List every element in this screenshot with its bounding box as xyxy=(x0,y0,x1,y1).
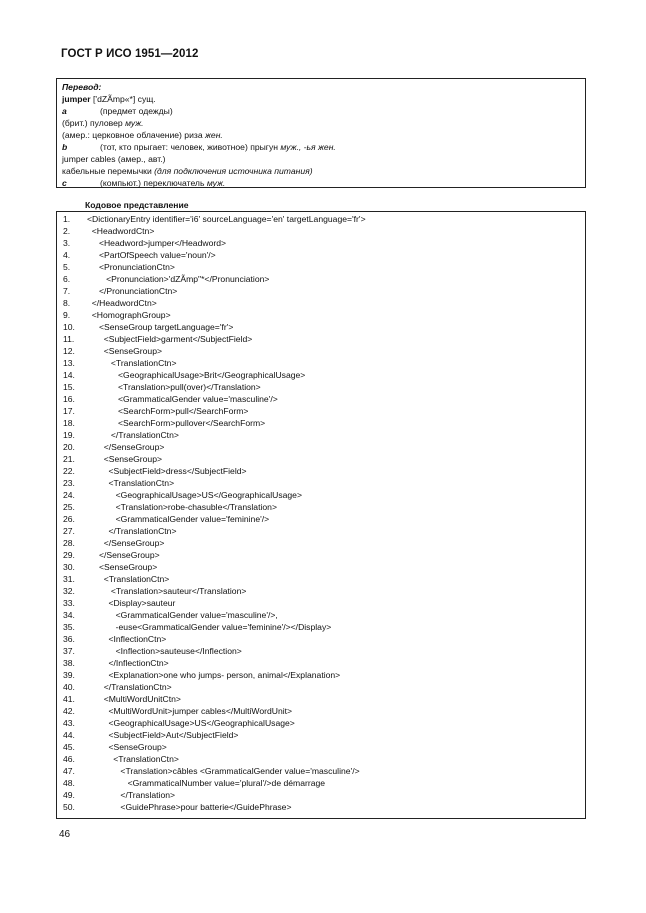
sense-b-text: (тот, кто прыгает: человек, животное) прыгун xyxy=(100,142,281,152)
code-line-text: </PronunciationCtn> xyxy=(87,286,178,296)
code-line-number: 16. xyxy=(63,394,75,404)
code-line xyxy=(63,465,581,477)
code-line-text: </Translation> xyxy=(87,790,176,800)
code-line xyxy=(63,225,581,237)
code-line-text: <GuidePhrase>pour batterie</GuidePhrase> xyxy=(87,802,292,812)
code-line-number: 21. xyxy=(63,454,75,464)
code-line-text: </InflectionCtn> xyxy=(87,658,169,668)
code-line-number: 25. xyxy=(63,502,75,512)
code-line-number: 46. xyxy=(63,754,75,764)
sense-b-line xyxy=(62,141,581,153)
code-line xyxy=(63,453,581,465)
code-line-number: 38. xyxy=(63,658,75,668)
code-line-text: <Explanation>one who jumps- person, animal</Explanation> xyxy=(87,670,341,680)
code-line-text: <MultiWordUnitCtn> xyxy=(87,694,181,704)
sense-c-gender: муж. xyxy=(206,178,226,188)
code-line xyxy=(63,657,581,669)
code-line-number: 19. xyxy=(63,430,75,440)
translation-box xyxy=(56,78,586,188)
code-line-number: 10. xyxy=(63,322,75,332)
code-line xyxy=(63,249,581,261)
code-line xyxy=(63,549,581,561)
code-line xyxy=(63,645,581,657)
code-line-text: </SenseGroup> xyxy=(87,442,165,452)
code-line-text: <Translation>sauteur</Translation> xyxy=(87,586,247,596)
code-line xyxy=(63,393,581,405)
translation-heading: Перевод: xyxy=(62,82,102,92)
code-line-number: 4. xyxy=(63,250,71,260)
code-line-number: 17. xyxy=(63,406,75,416)
code-line-text: </TranslationCtn> xyxy=(87,682,172,692)
code-line-number: 41. xyxy=(63,694,75,704)
brit-gender: муж. xyxy=(125,118,144,128)
code-line xyxy=(63,357,581,369)
code-line xyxy=(63,621,581,633)
code-line-text: <SenseGroup> xyxy=(87,742,167,752)
code-line-text: <DictionaryEntry identifier='i6' sourceLanguage='en' targetLanguage='fr'> xyxy=(87,214,366,224)
headword: jumper xyxy=(62,94,91,104)
code-line xyxy=(63,273,581,285)
code-line-number: 33. xyxy=(63,598,75,608)
code-line-text: </SenseGroup> xyxy=(87,550,160,560)
code-box xyxy=(56,211,586,819)
code-line xyxy=(63,681,581,693)
code-line xyxy=(63,369,581,381)
code-line-number: 34. xyxy=(63,610,75,620)
document-header: ГОСТ Р ИСО 1951—2012 xyxy=(61,48,199,60)
code-line-number: 2. xyxy=(63,226,71,236)
code-line-number: 39. xyxy=(63,670,75,680)
code-line xyxy=(63,669,581,681)
code-line xyxy=(63,489,581,501)
code-line-number: 8. xyxy=(63,298,71,308)
code-line-text: </SenseGroup> xyxy=(87,538,165,548)
code-line-number: 28. xyxy=(63,538,75,548)
code-line-text: <TranslationCtn> xyxy=(87,574,170,584)
code-line-text: <GrammaticalGender value='feminine'/> xyxy=(87,514,270,524)
code-line xyxy=(63,381,581,393)
code-line-text: <PronunciationCtn> xyxy=(87,262,175,272)
code-line-number: 11. xyxy=(63,334,75,344)
headword-pronunciation: ['dZÃmp«*] сущ. xyxy=(90,94,156,104)
code-line-text: <SenseGroup> xyxy=(87,454,163,464)
code-line xyxy=(63,513,581,525)
code-line xyxy=(63,789,581,801)
code-line-text: </HeadwordCtn> xyxy=(87,298,157,308)
brit-line xyxy=(62,117,581,129)
code-line-text: <GeographicalUsage>Brit</GeographicalUsage> xyxy=(87,370,306,380)
code-line xyxy=(63,309,581,321)
code-line-number: 36. xyxy=(63,634,75,644)
code-line xyxy=(63,729,581,741)
cables-line: jumper cables (амер., авт.) xyxy=(62,154,166,164)
code-line-number: 42. xyxy=(63,706,75,716)
code-line-text: <SubjectField>garment</SubjectField> xyxy=(87,334,253,344)
code-line-text: <SearchForm>pull</SearchForm> xyxy=(87,406,249,416)
amer-gender: жен. xyxy=(205,130,223,140)
cables-translation-line xyxy=(62,165,581,177)
sense-c-text: (компьют.) переключатель xyxy=(100,178,207,188)
code-line xyxy=(63,633,581,645)
code-line-number: 29. xyxy=(63,550,75,560)
code-line xyxy=(63,609,581,621)
code-line-number: 18. xyxy=(63,418,75,428)
code-line-text: <Translation>pull(over)</Translation> xyxy=(87,382,261,392)
code-section-title: Кодовое представление xyxy=(85,200,189,210)
code-line-number: 35. xyxy=(63,622,75,632)
code-line-number: 5. xyxy=(63,262,71,272)
code-line-text: -euse<GrammaticalGender value='feminine'/></Display> xyxy=(87,622,332,632)
code-line-number: 9. xyxy=(63,310,71,320)
code-line xyxy=(63,285,581,297)
code-line xyxy=(63,297,581,309)
code-line-number: 50. xyxy=(63,802,75,812)
code-line-number: 23. xyxy=(63,478,75,488)
code-line xyxy=(63,441,581,453)
code-line-text: <SenseGroup> xyxy=(87,346,163,356)
code-line-text: <Pronunciation>'dZÃmp"*</Pronunciation> xyxy=(87,274,270,284)
code-line-number: 27. xyxy=(63,526,75,536)
code-line-number: 37. xyxy=(63,646,75,656)
code-line-number: 12. xyxy=(63,346,75,356)
code-line-number: 31. xyxy=(63,574,75,584)
code-line xyxy=(63,417,581,429)
code-line-number: 43. xyxy=(63,718,75,728)
code-line-number: 22. xyxy=(63,466,75,476)
code-line-number: 3. xyxy=(63,238,71,248)
code-line-number: 44. xyxy=(63,730,75,740)
code-line-text: <SearchForm>pullover</SearchForm> xyxy=(87,418,266,428)
code-line-number: 26. xyxy=(63,514,75,524)
cables-note: (для подключения источника питания) xyxy=(154,166,313,176)
code-line xyxy=(63,693,581,705)
code-line-text: <TranslationCtn> xyxy=(87,478,175,488)
code-line xyxy=(63,501,581,513)
code-line-number: 13. xyxy=(63,358,75,368)
code-line-number: 6. xyxy=(63,274,71,284)
code-line xyxy=(63,333,581,345)
code-line-number: 40. xyxy=(63,682,75,692)
code-lines xyxy=(63,213,581,813)
code-line xyxy=(63,477,581,489)
code-line xyxy=(63,573,581,585)
amer-line xyxy=(62,129,581,141)
code-line-number: 32. xyxy=(63,586,75,596)
code-line-text: <Display>sauteur xyxy=(87,598,176,608)
headword-line xyxy=(62,93,581,105)
code-line-number: 15. xyxy=(63,382,75,392)
code-line-number: 47. xyxy=(63,766,75,776)
code-line-text: <GeographicalUsage>US</GeographicalUsage> xyxy=(87,490,302,500)
code-line-number: 45. xyxy=(63,742,75,752)
code-line-text: </TranslationCtn> xyxy=(87,526,177,536)
code-line-text: <Translation>câbles <GrammaticalGender value='masculine'/> xyxy=(87,766,360,776)
sense-a-label: a xyxy=(62,106,67,116)
code-line-text: <Headword>jumper</Headword> xyxy=(87,238,227,248)
code-line-text: <HomographGroup> xyxy=(87,310,171,320)
code-line xyxy=(63,741,581,753)
code-line-number: 49. xyxy=(63,790,75,800)
code-line xyxy=(63,213,581,225)
code-line-text: <SubjectField>dress</SubjectField> xyxy=(87,466,247,476)
code-line xyxy=(63,537,581,549)
code-line-number: 14. xyxy=(63,370,75,380)
code-line xyxy=(63,525,581,537)
code-line-text: <GrammaticalGender value='masculine'/>, xyxy=(87,610,278,620)
code-line-text: <TranslationCtn> xyxy=(87,754,179,764)
page-number: 46 xyxy=(59,829,71,840)
code-line xyxy=(63,717,581,729)
code-line xyxy=(63,585,581,597)
sense-c-line xyxy=(62,177,581,189)
sense-b-gender: муж., -ья жен. xyxy=(280,142,336,152)
code-line-text: <Inflection>sauteuse</Inflection> xyxy=(87,646,242,656)
brit-text: (брит.) пуловер xyxy=(62,118,126,128)
code-line xyxy=(63,405,581,417)
code-line-text: <GeographicalUsage>US</GeographicalUsage> xyxy=(87,718,295,728)
code-line-number: 24. xyxy=(63,490,75,500)
code-line xyxy=(63,561,581,573)
code-line-text: <HeadwordCtn> xyxy=(87,226,155,236)
cables-translation: кабельные перемычки xyxy=(62,166,155,176)
code-line-text: <TranslationCtn> xyxy=(87,358,177,368)
sense-c-label: c xyxy=(62,178,67,188)
code-line-text: <MultiWordUnit>jumper cables</MultiWordUnit> xyxy=(87,706,293,716)
code-line xyxy=(63,345,581,357)
code-line xyxy=(63,261,581,273)
code-line-text: <SenseGroup targetLanguage='fr'> xyxy=(87,322,234,332)
code-line xyxy=(63,777,581,789)
code-line xyxy=(63,753,581,765)
amer-text: (амер.: церковное облачение) риза xyxy=(62,130,205,140)
code-line-number: 1. xyxy=(63,214,71,224)
code-line-text: </TranslationCtn> xyxy=(87,430,179,440)
code-line xyxy=(63,801,581,813)
code-line-number: 20. xyxy=(63,442,75,452)
code-line xyxy=(63,705,581,717)
translation-content xyxy=(62,81,581,189)
code-line xyxy=(63,597,581,609)
code-line-text: <GrammaticalNumber value='plural'/>de démarrage xyxy=(87,778,326,788)
sense-b-label: b xyxy=(62,142,68,152)
code-line xyxy=(63,237,581,249)
code-line xyxy=(63,429,581,441)
code-line-number: 30. xyxy=(63,562,75,572)
code-line xyxy=(63,321,581,333)
code-line-number: 7. xyxy=(63,286,71,296)
sense-a-text: (предмет одежды) xyxy=(100,106,173,116)
code-line-text: <SubjectField>Aut</SubjectField> xyxy=(87,730,239,740)
code-line xyxy=(63,765,581,777)
code-line-text: <PartOfSpeech value='noun'/> xyxy=(87,250,216,260)
code-line-text: <GrammaticalGender value='masculine'/> xyxy=(87,394,278,404)
sense-a-line xyxy=(62,105,581,117)
code-line-text: <SenseGroup> xyxy=(87,562,158,572)
code-line-text: <InflectionCtn> xyxy=(87,634,167,644)
code-line-number: 48. xyxy=(63,778,75,788)
code-line-text: <Translation>robe-chasuble</Translation> xyxy=(87,502,277,512)
